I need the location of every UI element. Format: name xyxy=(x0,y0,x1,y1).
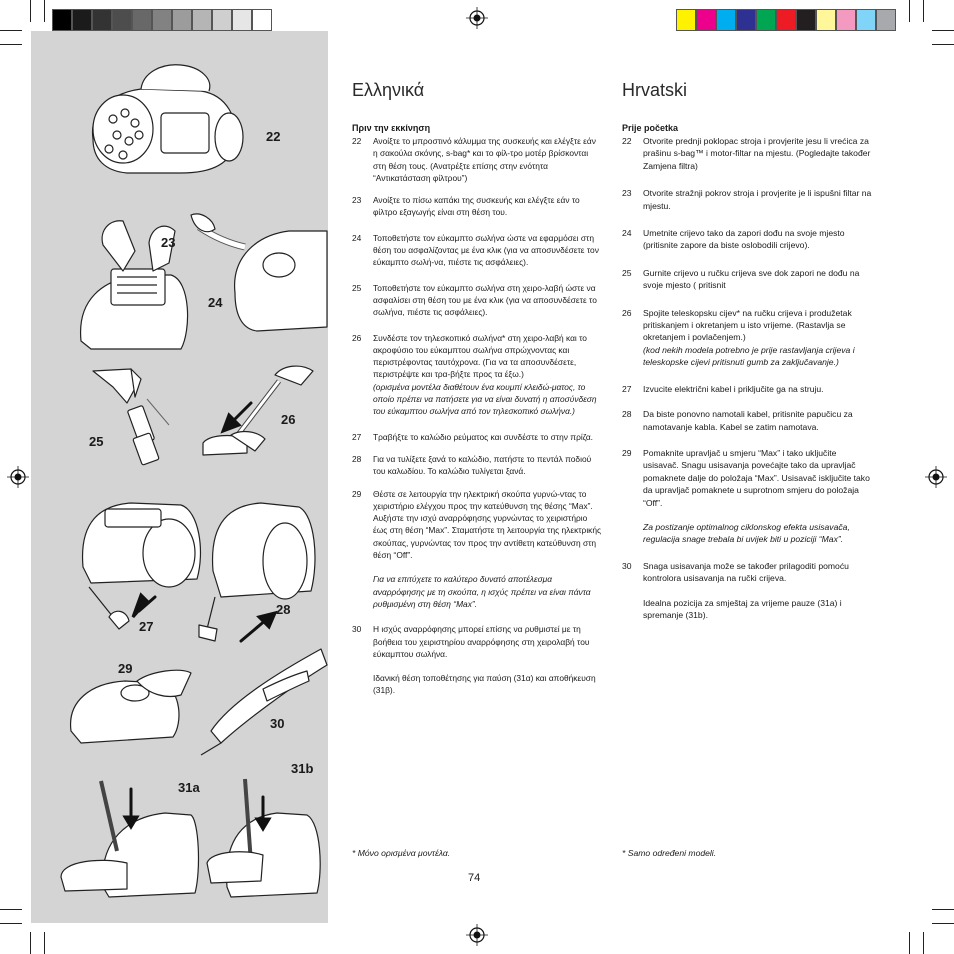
instruction-step xyxy=(622,227,872,252)
crop-mark xyxy=(923,932,924,954)
handle-suction-control-illustration xyxy=(201,649,327,755)
step-number: 24 xyxy=(352,232,362,243)
step-number: 22 xyxy=(352,136,362,146)
step-number: 28 xyxy=(352,453,362,464)
crop-mark xyxy=(0,909,22,910)
instruction-step xyxy=(622,187,872,212)
instruction-step xyxy=(352,332,602,418)
step-text: Η ισχύς αναρρόφησης μπορεί επίσης να ρυθμιστεί με τη βοήθεια του χειριστηρίου αναρρόφησης στη χειρολαβή του εύκαμπτου σωλήνα. xyxy=(373,624,590,659)
step-number: 23 xyxy=(352,195,362,206)
registration-mark-icon xyxy=(7,466,29,488)
figure-label-28: 28 xyxy=(276,602,291,617)
instruction-step xyxy=(352,488,602,611)
croatian-footnote: * Samo određeni modeli. xyxy=(622,848,717,858)
crop-mark xyxy=(932,44,954,45)
cord-rewind-illustration xyxy=(199,503,315,641)
color-swatch xyxy=(152,9,172,31)
step-number: 26 xyxy=(622,307,632,318)
hose-connect-illustration xyxy=(191,214,327,331)
greek-title: Ελληνικά xyxy=(352,80,425,100)
figure-label-22: 22 xyxy=(266,129,281,144)
croatian-column xyxy=(622,80,872,621)
color-swatch xyxy=(676,9,696,31)
step-note: Για να επιτύχετε το καλύτερο δυνατό αποτέλεσμα αναρρόφησης με τη σκούπα, η ισχύς πρέπει να είναι πάντα ρυθμισμένη στη θέση “Max”. xyxy=(373,574,591,609)
step-number: 23 xyxy=(622,188,632,199)
figure-label-25: 25 xyxy=(89,434,104,449)
step-text: Da biste ponovno namotali kabel, pritisnite papučicu za namotavanje kabla. Kabel se zatim namotava. xyxy=(643,409,853,432)
greek-column xyxy=(352,80,602,697)
instruction-step xyxy=(352,194,602,219)
step-note: Za postizanje optimalnog ciklonskog efekta usisavača, regulacija snage trebala bi uvijek biti u poziciji “Max”. xyxy=(643,521,850,545)
step-text: Izvucite električni kabel i priključite ga na struju. xyxy=(643,383,824,394)
step-number: 26 xyxy=(352,332,362,343)
registration-mark-icon xyxy=(466,7,488,29)
crop-mark xyxy=(0,30,22,31)
croatian-steps xyxy=(622,135,872,621)
step-text: Συνδέστε τον τηλεσκοπικό σωλήνα* στη χειρο-λαβή και το ακροφύσιο του εύκαμπτου σωλήνα σπρώχνοντας και περιστρέφοντας ταυτόχρονα. (Για να τα αποσυνδέσετε, περιστρέψτε και τρα-βήξτε προς τα έξω.) xyxy=(373,332,587,380)
figure-label-24: 24 xyxy=(208,295,223,310)
step-note: (kod nekih modela potrebno je prije rastavljanja crijeva i teleskopske cijevi pritisnuti gumb za zaključavanje.) xyxy=(643,344,855,368)
color-swatch xyxy=(796,9,816,31)
step-text: Ανοίξτε το πίσω καπάκι της συσκευής και ελέγξτε εάν το φίλτρο εξαγωγής είναι στη θέση του. xyxy=(373,195,580,218)
instruction-step xyxy=(352,623,602,696)
step-text: Τραβήξτε το καλώδιο ρεύματος και συνδέστε το στην πρίζα. xyxy=(373,431,593,442)
crop-mark xyxy=(909,0,910,22)
crop-mark xyxy=(0,44,22,45)
step-text: Για να τυλίξετε ξανά το καλώδιο, πατήστε το πεντάλ ποδιού του καλωδίου. Το καλώδιο τυλίγεται ξανά. xyxy=(373,453,592,477)
instruction-step xyxy=(352,282,602,319)
color-swatch xyxy=(736,9,756,31)
instruction-step xyxy=(622,135,872,172)
hose-handle-illustration xyxy=(93,369,159,465)
double-arrow xyxy=(147,399,169,425)
step-number: 27 xyxy=(352,431,362,442)
crop-mark xyxy=(932,30,954,31)
step-number: 28 xyxy=(622,409,632,420)
step-text: Τοποθετήστε τον εύκαμπτο σωλήνα ώστε να εφαρμόσει στη θέση του ασφαλίζοντας με ένα κλικ (για να αποσυνδέσετε τον εύκαμπτο σωλή-να, πιέστε τις ασφάλειες). xyxy=(373,232,599,268)
crop-mark xyxy=(909,932,910,954)
crop-mark xyxy=(923,0,924,22)
step-text: Snaga usisavanja može se također prilagoditi pomoću kontrolora usisavanja na ručki crijeva. xyxy=(643,560,849,584)
crop-mark xyxy=(932,909,954,910)
vacuum-front-open-illustration xyxy=(93,65,243,173)
instruction-step xyxy=(622,383,872,395)
color-swatch xyxy=(252,9,272,31)
registration-mark-icon xyxy=(466,924,488,946)
color-swatch xyxy=(816,9,836,31)
instruction-step xyxy=(352,135,602,184)
color-swatch xyxy=(876,9,896,31)
crop-mark xyxy=(932,923,954,924)
figure-label-31a: 31a xyxy=(178,780,200,795)
instruction-step xyxy=(622,447,872,546)
color-swatch xyxy=(756,9,776,31)
color-swatch xyxy=(716,9,736,31)
color-swatch xyxy=(92,9,112,31)
color-swatch xyxy=(856,9,876,31)
color-swatch xyxy=(112,9,132,31)
step-text: Umetnite crijevo tako da zapori dođu na svoje mjesto (pritisnite zapore da biste oslobodili crijevo). xyxy=(643,228,845,251)
step-text: Otvorite prednji poklopac stroja i provjerite jesu li vrećica za prašinu s-bag™ i motor-filtar na mjestu. (Pogledajte također Zamjena filtra) xyxy=(643,136,871,171)
step-text: Pomaknite upravljač u smjeru “Max” i tako uključite usisavač. Snagu usisavanja povećajte tako da upravljač pomaknete dalje do položaja “Max”. Usisavač isključite tako da upravljač pomaknete u suprotnom smjeru do položaja “Off”. xyxy=(643,447,870,508)
crop-mark xyxy=(44,0,45,22)
step-number: 29 xyxy=(622,447,632,458)
instruction-step xyxy=(352,232,602,269)
direction-arrows xyxy=(125,403,275,829)
crop-mark xyxy=(0,923,22,924)
color-swatch xyxy=(72,9,92,31)
greek-subheading: Πριν την εκκίνηση xyxy=(352,123,431,133)
step-text: Gurnite crijevo u ručku crijeva sve dok zapori ne dođu na svoje mjesto ( pritisnit xyxy=(643,267,860,291)
figure-label-23: 23 xyxy=(161,235,176,250)
step-note: (ορισμένα μοντέλα διαθέτουν ένα κουμπί κλειδώ-ματος, το οποίο πρέπει να πατήσετε για να είναι δυνατή η αποσύνδεση του εύκαμπτου σωλήνα από τον τηλεσκοπικό σωλήνα.) xyxy=(373,381,597,417)
telescopic-tube-illustration xyxy=(203,366,313,455)
page-number: 74 xyxy=(468,872,481,884)
step-number: 24 xyxy=(622,228,632,239)
step-extra: Ιδανική θέση τοποθέτησης για παύση (31α) και αποθήκευση (31β). xyxy=(373,673,596,696)
color-swatch xyxy=(52,9,72,31)
greek-steps xyxy=(352,135,602,697)
process-color-bar xyxy=(676,9,896,31)
croatian-subheading: Prije početka xyxy=(622,123,679,133)
step-text: Ανοίξτε το μπροστινό κάλυμμα της συσκευής και ελέγξτε εάν η σακούλα σκόνης, s-bag* και το φίλ-τρο μοτέρ βρίσκονται στη θέση τους. (Ανατρέξτε επίσης στην ενότητα “Αντικατάσταση φίλτρου”) xyxy=(373,136,596,183)
color-swatch xyxy=(696,9,716,31)
instruction-step xyxy=(352,431,602,443)
step-number: 30 xyxy=(622,560,632,571)
instruction-step xyxy=(622,408,872,433)
color-swatch xyxy=(232,9,252,31)
power-control-illustration xyxy=(71,670,191,743)
croatian-title: Hrvatski xyxy=(622,80,688,100)
instruction-step xyxy=(622,267,872,292)
step-text: Otvorite stražnji pokrov stroja i provjerite je li ispušni filtar na mjestu. xyxy=(643,188,872,211)
figure-label-29: 29 xyxy=(118,661,133,676)
step-text: Spojite teleskopsku cijev* na ručku crijeva i produžetak pritiskanjem i okretanjem u isto vrijeme. (Rastavlja se okretanjem i povlačenjem.) xyxy=(643,307,852,343)
registration-mark-icon xyxy=(925,466,947,488)
step-number: 29 xyxy=(352,488,362,499)
figure-label-26: 26 xyxy=(281,412,296,427)
step-number: 27 xyxy=(622,383,632,394)
instruction-step xyxy=(622,560,872,622)
crop-mark xyxy=(30,0,31,22)
crop-mark xyxy=(30,932,31,954)
greek-footnote: * Μόνο ορισμένα μοντέλα. xyxy=(352,848,451,858)
figure-label-30: 30 xyxy=(270,716,285,731)
step-number: 30 xyxy=(352,624,362,635)
illustration-panel xyxy=(31,31,328,923)
color-swatch xyxy=(192,9,212,31)
instruction-step xyxy=(622,307,872,369)
color-swatch xyxy=(836,9,856,31)
color-swatch xyxy=(776,9,796,31)
color-swatch xyxy=(212,9,232,31)
step-number: 25 xyxy=(622,267,632,278)
figure-label-31b: 31b xyxy=(291,761,314,776)
step-text: Θέστε σε λειτουργία την ηλεκτρική σκούπα γυρνώ-ντας το χειριστήριο ελέγχου προς την κατεύθυνση της θέσης “Max”. Αυξήστε την ισχύ αναρρόφησης γυρνώντας το χειριστήριο έως στη θέση “Max”. Σταματήστε τη λειτουργία της ηλεκτρικής σκούπας, γυρνώντας τον προς την αντίθετη κατεύθυνση στη θέση “Off”. xyxy=(373,488,602,561)
crop-mark xyxy=(44,932,45,954)
step-text: Τοποθετήστε τον εύκαμπτο σωλήνα στη χειρο-λαβή ώστε να ασφαλίσει στη θέση του με ένα κλικ (για να αποσυνδέσετε το σωλήνα, πιέστε τις ασφάλειες). xyxy=(373,282,597,318)
step-number: 22 xyxy=(622,136,632,146)
color-swatch xyxy=(132,9,152,31)
step-extra: Idealna pozicija za smještaj za vrijeme pauze (31a) i spremanje (31b). xyxy=(643,597,842,620)
instruction-step xyxy=(352,453,602,478)
color-swatch xyxy=(172,9,192,31)
step-number: 25 xyxy=(352,282,362,293)
figure-label-27: 27 xyxy=(139,619,154,634)
grayscale-color-bar xyxy=(52,9,272,31)
